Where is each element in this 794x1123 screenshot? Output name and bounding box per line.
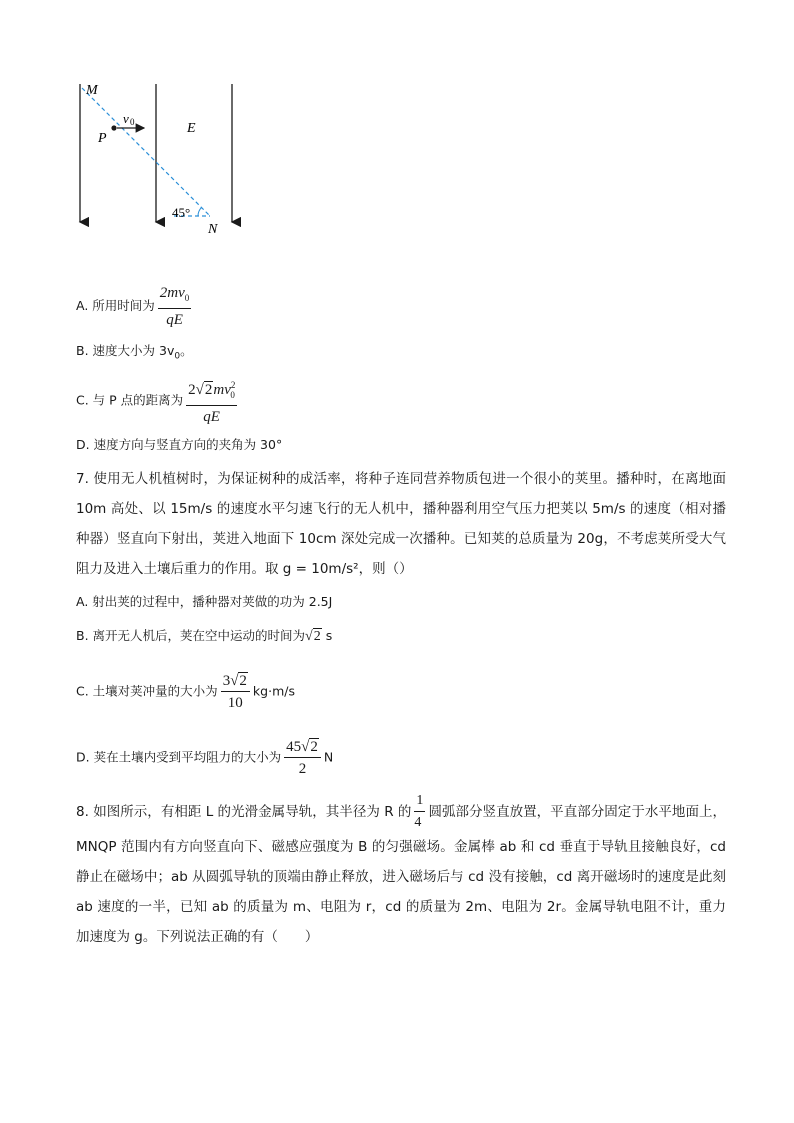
label-m: M (86, 83, 98, 98)
q7-option-c-fraction: $\frac{3√2}{10}$ (221, 672, 250, 712)
point-p (111, 125, 116, 130)
q6-option-c-fraction: $\frac{2√2mv^2_0}{qE}$ (186, 376, 237, 426)
q6-c-coef: 2 (188, 382, 196, 398)
q6-option-c-prefix: C. 与 P 点的距离为 (76, 392, 184, 408)
q7-c-radicand: 2 (239, 673, 247, 689)
q6-c-mv: mv (213, 382, 231, 398)
label-angle: 45° (172, 205, 191, 220)
q7-d-unit: N (323, 749, 334, 765)
label-e: E (187, 121, 196, 136)
q7-c-denominator: 10 (227, 695, 243, 711)
q6-option-d-text: D. 速度方向与竖直方向的夹角为 30° (76, 437, 283, 452)
q6-option-b-text: B. 速度大小为 3v (76, 343, 175, 358)
q7-option-d-prefix: D. 荚在土壤内受到平均阻力的大小为 (76, 749, 282, 765)
q6-c-sub: 0 (230, 390, 235, 400)
q8-stem (76, 792, 726, 952)
q7-option-b-prefix: B. 离开无人机后，荚在空中运动的时间为 (76, 628, 306, 643)
q7-option-b: B. 离开无人机后，荚在空中运动的时间为√2 s (76, 628, 333, 644)
q6-option-b-sub: 0 (174, 351, 181, 362)
q8-frac-num: 1 (414, 792, 425, 812)
q6-option-b: B. 速度大小为 $3v_0$。 (76, 343, 193, 362)
q7-option-c (76, 672, 295, 712)
q6-option-a-prefix: A. 所用时间为 (76, 298, 155, 313)
q7-d-radicand: 2 (310, 739, 318, 755)
q6-c-radicand: 2 (204, 382, 213, 398)
q8-quarter-fraction (414, 792, 425, 832)
angle-arc (198, 208, 202, 217)
q6-c-sup: 2 (230, 380, 236, 390)
trajectory-dashed-line (82, 88, 210, 216)
label-v-sub: 0 (130, 117, 135, 127)
q6-a-numerator: 2mv (159, 285, 185, 301)
q6-option-a-fraction (158, 284, 192, 329)
q6-option-a (76, 284, 194, 329)
q7-b-unit: s (325, 628, 333, 643)
q7-option-a (76, 592, 332, 612)
q7-option-d (76, 738, 333, 778)
q7-d-coef: 45 (286, 739, 302, 755)
electric-field-figure (72, 76, 252, 240)
q6-a-denominator: qE (166, 312, 183, 328)
q7-b-radicand: 2 (313, 629, 321, 644)
q7-c-unit: kg·m/s (252, 683, 295, 699)
q8-part2: 圆弧部分竖直放置，平直部分固定于水平地面上，MNQP 范围内有方向竖直向下、磁感应强度为 B 的匀强磁场。金属棒 ab 和 cd 垂直于导轨且接触良好，cd 静止在磁场中；ab 从圆弧导轨的顶端由静止释放，进入磁场后与 cd 没有接触，cd 离开磁场时的速度是此刻 ab 速度的一半，已知 ab 的质量为 m、电阻为 r，cd 的质量为 2m、电阻为 2r。金属导轨电阻不计，重力加速度为 g。下列说法正确的有（ ） (76, 804, 726, 945)
q8-frac-den: 4 (414, 815, 422, 830)
q7-c-coef: 3 (222, 673, 231, 689)
q7-option-a-text: A. 射出荚的过程中，播种器对荚做的功为 2.5J (76, 594, 333, 609)
label-p: P (98, 131, 107, 146)
q7-d-denominator: 2 (298, 761, 307, 777)
label-n: N (208, 222, 218, 237)
q7-option-d-fraction: $\frac{45√2}{2}$ (284, 738, 321, 778)
q6-c-denominator: qE (203, 409, 220, 425)
q7-stem: 7. 使用无人机植树时，为保证树种的成活率，将种子连同营养物质包进一个很小的荚里。播种时，在离地面 10m 高处、以 15m/s 的速度水平匀速飞行的无人机中，播种器利用空气压力把荚以 5m/s 的速度（相对播种器）竖直向下射出，荚进入地面下 10cm 深处完成一次播种。已知荚的总质量为 20g，不考虑荚所受大气阻力及进入土壤后重力的作用。取 g = 10m/s²，则（） (76, 471, 726, 577)
q8-part1: 8. 如图所示，有相距 L 的光滑金属导轨，其半径为 R 的 (76, 804, 412, 820)
q6-option-c (76, 376, 240, 426)
label-v: v (123, 111, 129, 126)
q7-option-c-prefix: C. 土壤对荚冲量的大小为 (76, 683, 218, 699)
q6-a-numerator-sub: 0 (184, 293, 190, 303)
q6-option-d (76, 435, 282, 455)
